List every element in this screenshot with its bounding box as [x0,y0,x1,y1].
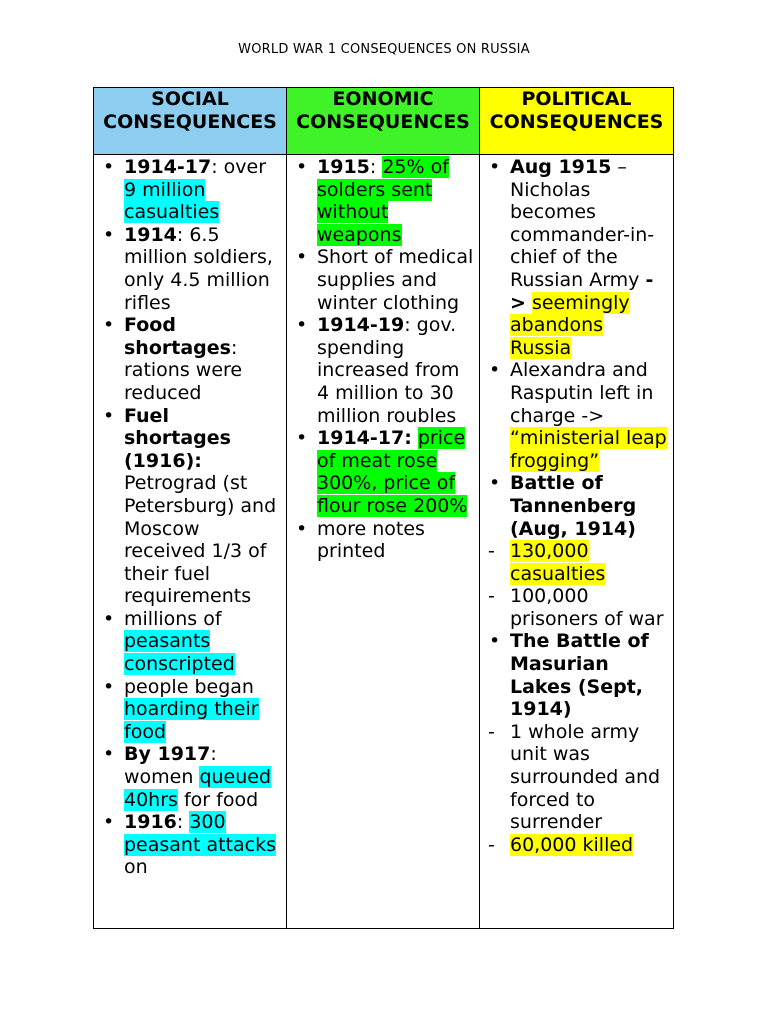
social-point: • millions of peasants conscripted [100,608,282,676]
political-subpoint: - 130,000 casualties [486,540,669,585]
economic-point: • more notes printed [293,518,475,563]
social-point: • 1916: 300 peasant attacks on [100,811,282,879]
political-point: • Battle of Tannenberg (Aug, 1914) [486,472,669,540]
political-subpoint: - 60,000 killed [486,834,669,857]
social-header: SOCIAL CONSEQUENCES [94,88,287,155]
document-title: WORLD WAR 1 CONSEQUENCES ON RUSSIA [238,42,530,57]
economic-point: • 1915: 25% of solders sent without weapons [293,156,475,246]
consequences-table [93,87,674,929]
social-column [94,155,287,929]
political-subpoint: - 1 whole army unit was surrounded and forced to surrender [486,721,669,834]
economic-column [287,155,480,929]
content-row [94,155,674,929]
social-point: • Fuel shortages (1916): Petrograd (st Petersburg) and Moscow received 1/3 of their fuel requirements [100,405,282,608]
header-row [94,88,674,155]
political-subpoint: - 100,000 prisoners of war [486,585,669,630]
social-point: • 1914-17: over 9 million casualties [100,156,282,224]
social-point: • By 1917: women queued 40hrs for food [100,743,282,811]
economic-point: • 1914-17: price of meat rose 300%, price of flour rose 200% [293,427,475,517]
social-point: • people began hoarding their food [100,676,282,744]
political-header: POLITICAL CONSEQUENCES [480,88,674,155]
political-point: • The Battle of Masurian Lakes (Sept, 1914) [486,630,669,720]
economic-header: EONOMIC CONSEQUENCES [287,88,480,155]
social-point: • Food shortages: rations were reduced [100,314,282,404]
political-point: • Alexandra and Rasputin left in charge -> “ministerial leap frogging” [486,359,669,472]
political-column [480,155,674,929]
social-point: • 1914: 6.5 million soldiers, only 4.5 million rifles [100,224,282,314]
political-point: • Aug 1915 – Nicholas becomes commander-in-chief of the Russian Army -> seemingly abandons Russia [486,156,669,359]
economic-point: • 1914-19: gov. spending increased from 4 million to 30 million roubles [293,314,475,427]
economic-point: • Short of medical supplies and winter clothing [293,246,475,314]
